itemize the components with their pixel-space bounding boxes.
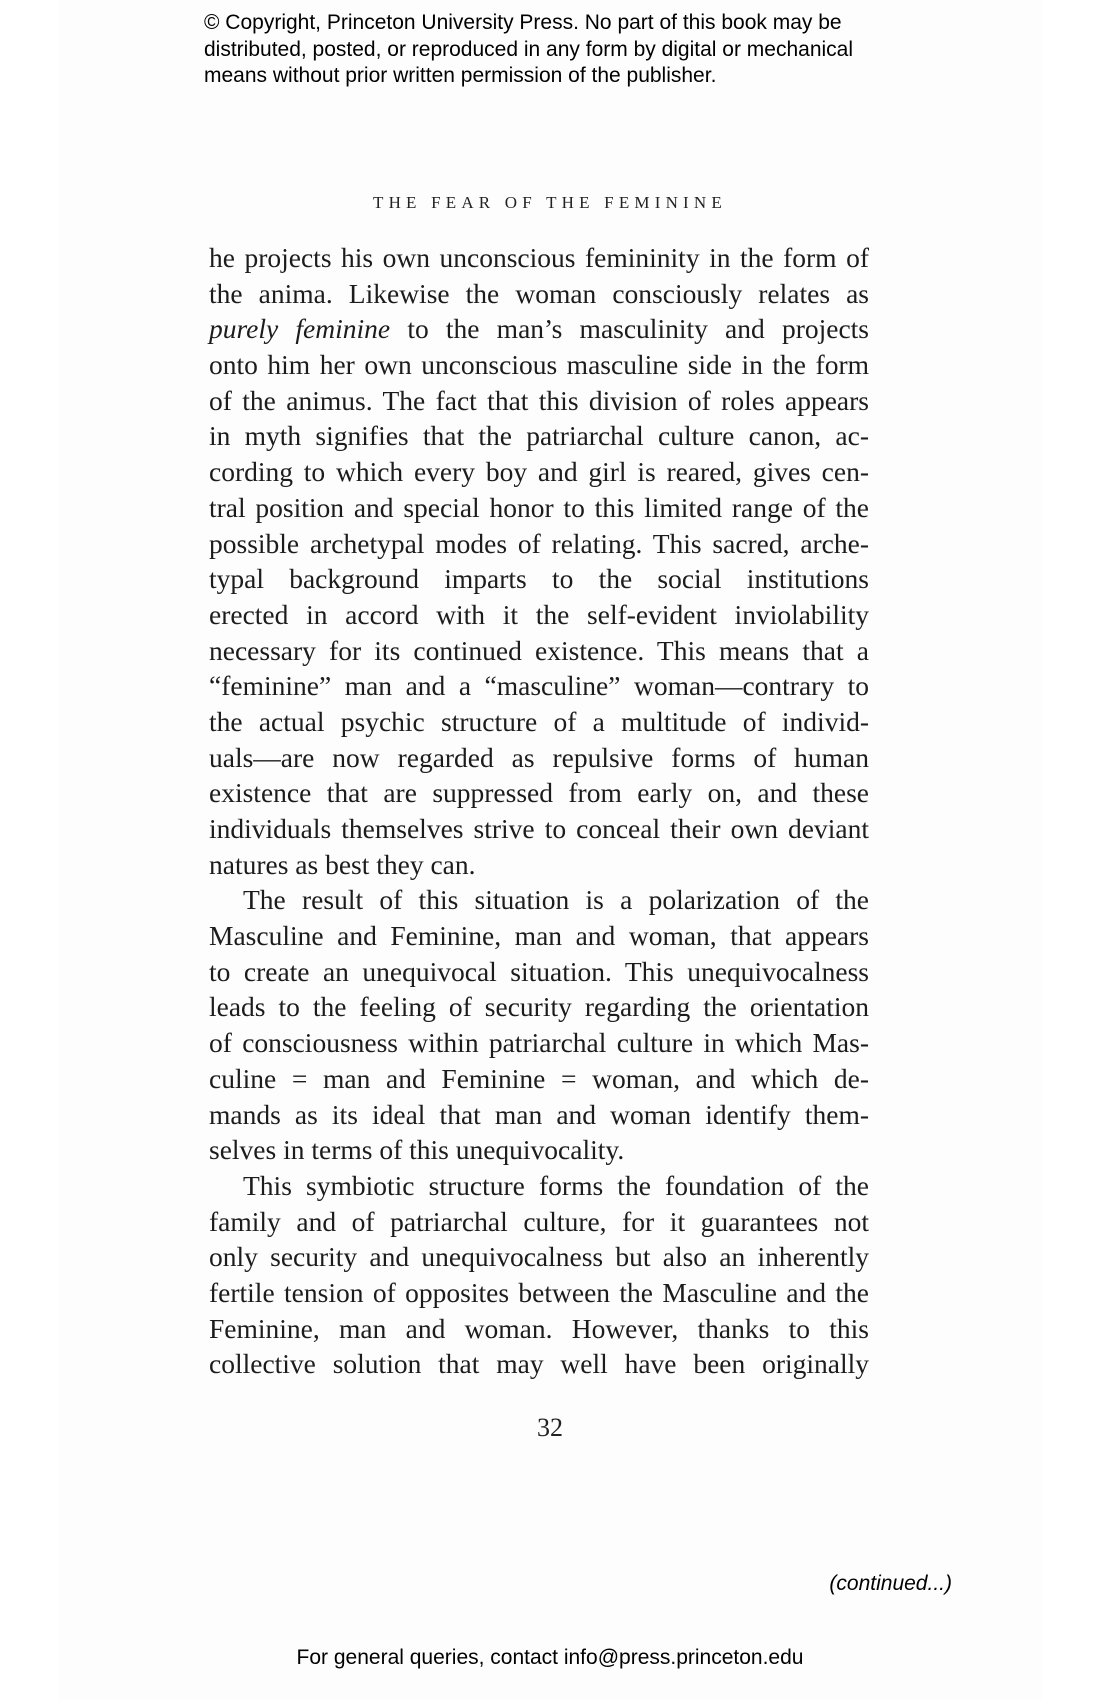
text-line: selves in terms of this unequivocality. <box>209 1134 625 1166</box>
page-number: 32 <box>537 1413 563 1442</box>
text-line: in myth signifies that the patriarchal culture canon, ac- <box>209 420 869 452</box>
text-line: fertile tension of opposites between the Masculine and the <box>209 1276 869 1308</box>
text-line: collective solution that may well have been originally <box>209 1348 869 1380</box>
text-line: “feminine” man and a “masculine” woman—contrary to <box>209 670 869 702</box>
text-line: typal background imparts to the social institutions <box>209 563 869 595</box>
text-line: Masculine and Feminine, man and woman, that appears <box>209 920 869 952</box>
text-line: leads to the feeling of security regarding the orientation <box>209 991 869 1023</box>
text-line: onto him her own unconscious masculine side in the form <box>209 349 869 381</box>
text-line <box>209 311 869 347</box>
text-fragment: to the man’s masculinity and projects <box>390 313 869 345</box>
text-line: Feminine, man and woman. However, thanks to this <box>209 1312 869 1344</box>
italic-phrase: purely feminine <box>209 313 391 345</box>
copyright-line: distributed, posted, or reproduced in any form by digital or mechanical <box>204 37 854 61</box>
text-line: he projects his own unconscious femininity in the form of <box>209 242 869 273</box>
running-head: THE FEAR OF THE FEMININE <box>373 193 727 212</box>
text-line: natures as best they can. <box>209 848 476 880</box>
text-line: existence that are suppressed from early on, and these <box>209 777 869 809</box>
text-line: necessary for its continued existence. This means that a <box>209 634 869 666</box>
text-line: individuals themselves strive to conceal their own deviant <box>209 813 869 844</box>
text-line: tral position and special honor to this limited range of the <box>209 491 869 523</box>
text-line: of consciousness within patriarchal culture in which Mas- <box>209 1027 869 1059</box>
text-line: the actual psychic structure of a multitude of individ- <box>209 705 869 737</box>
text-line: mands as its ideal that man and woman identify them- <box>209 1098 869 1130</box>
text-line: cording to which every boy and girl is reared, gives cen- <box>209 456 869 488</box>
copyright-line: means without prior written permission of the publisher. <box>204 64 717 87</box>
text-line: the anima. Likewise the woman consciously relates as <box>209 277 869 309</box>
continued-note: (continued...) <box>829 1572 952 1595</box>
text-line: erected in accord with it the self-evident inviolability <box>209 598 869 630</box>
text-line: uals—are now regarded as repulsive forms of human <box>209 741 869 773</box>
text-line: only security and unequivocalness but also an inherently <box>209 1241 869 1273</box>
body-text <box>209 240 869 1382</box>
text-line: possible archetypal modes of relating. This sacred, arche- <box>209 527 869 559</box>
text-line: This symbiotic structure forms the foundation of the <box>243 1169 869 1201</box>
text-line: to create an unequivocal situation. This unequivocalness <box>209 955 869 987</box>
copyright-line: © Copyright, Princeton University Press. No part of this book may be <box>204 11 842 34</box>
text-line: of the animus. The fact that this division of roles appears <box>209 384 869 416</box>
text-line: culine = man and Feminine = woman, and which de- <box>209 1062 869 1094</box>
text-line: family and of patriarchal culture, for it guarantees not <box>209 1205 869 1237</box>
text-line: The result of this situation is a polarization of the <box>243 884 869 916</box>
footer-contact: For general queries, contact info@press.princeton.edu <box>296 1646 804 1669</box>
copyright-notice <box>204 10 924 90</box>
